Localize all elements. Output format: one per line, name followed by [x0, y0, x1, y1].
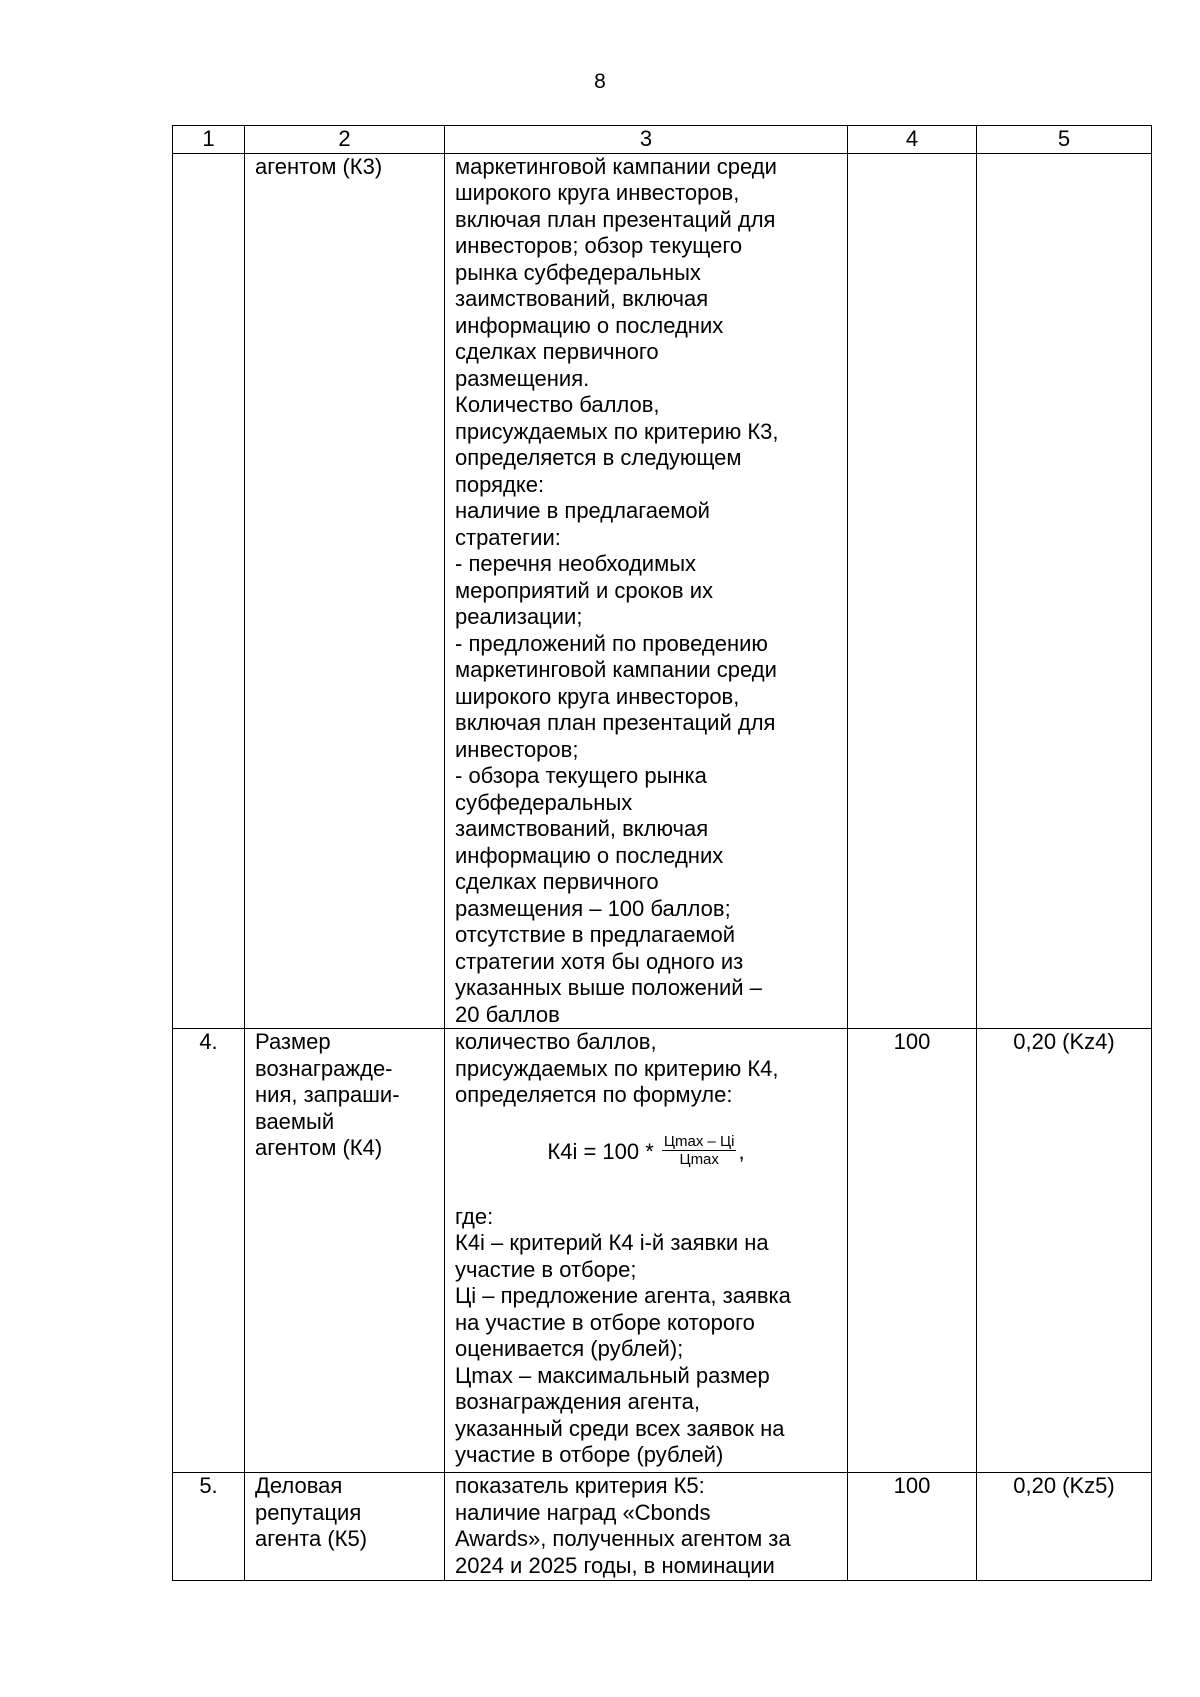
- text-line: Количество баллов,: [455, 392, 660, 417]
- table-header-row: [173, 126, 1152, 154]
- text-line: маркетинговой кампании среди: [455, 657, 777, 682]
- text-line: - предложений по проведению: [455, 630, 768, 656]
- text-line: Деловая: [255, 1473, 343, 1498]
- k5-weight: 0,20 (Kz5): [977, 1473, 1152, 1581]
- text-line: наличие наград «Cbonds: [455, 1499, 711, 1525]
- text-line: показатель критерия К5:: [455, 1473, 705, 1498]
- text-line: стратегии:: [455, 524, 561, 550]
- text-line: вознаграждения агента,: [455, 1389, 700, 1414]
- text-line: Размер: [255, 1029, 331, 1054]
- text-line: субфедеральных: [455, 789, 633, 815]
- text-line: информацию о последних: [455, 842, 724, 868]
- text-line: наличие в предлагаемой: [455, 498, 710, 523]
- header-col-2: 2: [245, 126, 445, 154]
- text-line: отсутствие в предлагаемой: [455, 922, 736, 947]
- text-line: К4i – критерий К4 i-й заявки на: [455, 1230, 769, 1255]
- text-line: количество баллов,: [455, 1029, 657, 1054]
- text-line: порядке:: [455, 471, 545, 497]
- k4-intro-text: [455, 1029, 837, 1109]
- text-line: - перечня необходимых: [455, 551, 697, 576]
- text-line: участие в отборе (рублей): [455, 1442, 724, 1467]
- header-col-1: 1: [173, 126, 245, 154]
- formula-trailing: ,: [738, 1138, 745, 1164]
- text-line: агентом (К4): [255, 1135, 383, 1160]
- formula-fraction: [662, 1133, 737, 1168]
- k3-description: [445, 153, 848, 1029]
- text-line: мероприятий и сроков их: [455, 577, 714, 603]
- text-line: Цmax – максимальный размер: [455, 1362, 770, 1388]
- page-number: 8: [594, 70, 606, 93]
- text-line: широкого круга инвесторов,: [455, 683, 740, 709]
- k3-max-points-cell: [848, 153, 977, 1029]
- k4-max-points: 100: [848, 1029, 977, 1473]
- text-line: сделках первичного: [455, 339, 659, 364]
- k3-criterion-name: [245, 153, 445, 1029]
- criteria-table: [172, 125, 1152, 1581]
- table-row-k4: [173, 1029, 1152, 1473]
- text-line: размещения – 100 баллов;: [455, 895, 731, 921]
- text-line: - обзора текущего рынка: [455, 763, 707, 788]
- k3-number-cell: [173, 153, 245, 1029]
- k4-description: [445, 1029, 848, 1473]
- text-line: инвесторов; обзор текущего: [455, 233, 743, 258]
- k4-weight: 0,20 (Kz4): [977, 1029, 1152, 1473]
- text-line: вознагражде-: [255, 1055, 393, 1081]
- text-line: включая план презентаций для: [455, 206, 776, 232]
- k5-max-points: 100: [848, 1473, 977, 1581]
- formula-numerator: Цmax – Цi: [663, 1132, 735, 1150]
- text-line: заимствований, включая: [455, 286, 709, 311]
- text-line: Цi – предложение агента, заявка: [455, 1283, 791, 1308]
- text-line: 2024 и 2025 годы, в номинации: [455, 1552, 775, 1578]
- formula-denominator: Цmax: [679, 1150, 719, 1168]
- k5-description: [445, 1473, 848, 1581]
- k4-criterion-name: [245, 1029, 445, 1473]
- text-line: ния, запраши-: [255, 1082, 400, 1107]
- text-line: агента (К5): [255, 1526, 368, 1551]
- text-line: рынка субфедеральных: [455, 259, 701, 285]
- text-line: реализации;: [455, 604, 583, 629]
- text-line: широкого круга инвесторов,: [455, 180, 740, 205]
- k4-formula: [455, 1132, 837, 1170]
- table-row-k3: [173, 153, 1152, 1029]
- text-line: участие в отборе;: [455, 1256, 637, 1282]
- text-line: размещения.: [455, 365, 590, 391]
- text-line: репутация: [255, 1499, 362, 1525]
- text-line: сделках первичного: [455, 869, 659, 894]
- k4-number: 4.: [173, 1029, 245, 1473]
- k5-number: 5.: [173, 1473, 245, 1581]
- text-line: маркетинговой кампании среди: [455, 153, 777, 179]
- text-line: присуждаемых по критерию К3,: [455, 418, 779, 444]
- text-line: на участие в отборе которого: [455, 1309, 755, 1335]
- k3-weight-cell: [977, 153, 1152, 1029]
- text-line: включая план презентаций для: [455, 710, 776, 735]
- text-line: Awards», полученных агентом за: [455, 1526, 791, 1551]
- text-line: стратегии хотя бы одного из: [455, 948, 744, 974]
- text-line: информацию о последних: [455, 312, 724, 338]
- header-col-3: 3: [445, 126, 848, 154]
- text-line: ваемый: [255, 1108, 335, 1134]
- table-row-k5: [173, 1473, 1152, 1581]
- text-line: где:: [455, 1203, 494, 1229]
- text-line: заимствований, включая: [455, 816, 709, 841]
- header-col-4: 4: [848, 126, 977, 154]
- formula-lhs: К4i = 100 *: [547, 1138, 660, 1164]
- text-line: 20 баллов: [455, 1001, 560, 1027]
- k5-criterion-name: [245, 1473, 445, 1581]
- k4-definitions-text: [455, 1204, 837, 1469]
- text-line: агентом (К3): [255, 153, 383, 179]
- text-line: инвесторов;: [455, 736, 579, 762]
- text-line: присуждаемых по критерию К4,: [455, 1055, 779, 1081]
- text-line: определяется по формуле:: [455, 1082, 733, 1107]
- text-line: оценивается (рублей);: [455, 1336, 684, 1361]
- text-line: определяется в следующем: [455, 445, 742, 470]
- text-line: указанных выше положений –: [455, 975, 762, 1000]
- text-line: указанный среди всех заявок на: [455, 1415, 785, 1441]
- header-col-5: 5: [977, 126, 1152, 154]
